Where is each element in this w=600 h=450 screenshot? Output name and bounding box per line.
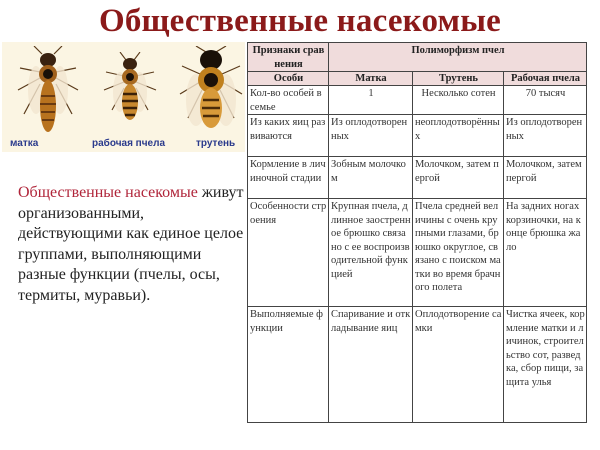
table-row — [248, 199, 587, 307]
cell-drone: неоплодотворённых — [413, 115, 504, 157]
page-title: Общественные насекомые — [98, 3, 502, 39]
cell-feature: Кол-во особей в семье — [248, 86, 329, 115]
table-row — [248, 86, 587, 115]
cell-queen: Из оплодотворенных — [329, 115, 413, 157]
worker-bee-icon — [100, 52, 160, 132]
cell-feature: Кормление в личиночной стадии — [248, 157, 329, 199]
cell-feature: Из каких яиц развиваются — [248, 115, 329, 157]
cell-worker: Чистка ячеек, кормление матки и личинок, строительство сот, разведка, сбор пищи, защита улья — [504, 307, 587, 423]
cell-feature: Выполняемые функции — [248, 307, 329, 423]
cell-worker: На задних ногах корзиночки, на конце брюшка жало — [504, 199, 587, 307]
drone-bee-icon — [178, 46, 244, 136]
label-queen: матка — [10, 138, 39, 149]
label-worker: рабочая пчела — [92, 138, 166, 149]
cell-queen: Спаривание и откладывание яиц — [329, 307, 413, 423]
cell-queen: 1 — [329, 86, 413, 115]
table-column-headers — [248, 72, 587, 86]
bee-castes-image — [2, 42, 245, 152]
label-drone: трутень — [196, 138, 236, 149]
cell-feature: Особенности строения — [248, 199, 329, 307]
header-features: Признаки сравнения — [248, 43, 329, 72]
col-header-individuals: Особи — [248, 72, 329, 86]
cell-drone: Оплодотворение самки — [413, 307, 504, 423]
intro-accent: Общественные насекомые — [18, 184, 198, 201]
cell-worker: Из оплодотворенных — [504, 115, 587, 157]
col-header-queen: Матка — [329, 72, 413, 86]
table-row — [248, 157, 587, 199]
cell-drone: Пчела средней величины с очень крупными глазами, брюшко округлое, связано с поиском матки во время брачного полета — [413, 199, 504, 307]
cell-queen: Зобным молочком — [329, 157, 413, 199]
cell-drone: Молочком, затем пергой — [413, 157, 504, 199]
table-row — [248, 115, 587, 157]
cell-worker: 70 тысяч — [504, 86, 587, 115]
intro-body: живут организованными, действующими как единое целое группами, выполняющими разные функции (пчелы, осы, термиты, муравьи). — [18, 184, 244, 304]
queen-bee-icon — [12, 46, 84, 138]
comparison-table — [247, 42, 587, 423]
table-header-row — [248, 43, 587, 72]
table-row — [248, 307, 587, 423]
header-polymorphism: Полиморфизм пчел — [329, 43, 587, 72]
intro-paragraph — [18, 183, 246, 306]
cell-drone: Несколько сотен — [413, 86, 504, 115]
col-header-drone: Трутень — [413, 72, 504, 86]
cell-queen: Крупная пчела, длинное заостренное брюшко связано с ее воспроизводительной функцией — [329, 199, 413, 307]
cell-worker: Молочком, затем пергой — [504, 157, 587, 199]
col-header-worker: Рабочая пчела — [504, 72, 587, 86]
